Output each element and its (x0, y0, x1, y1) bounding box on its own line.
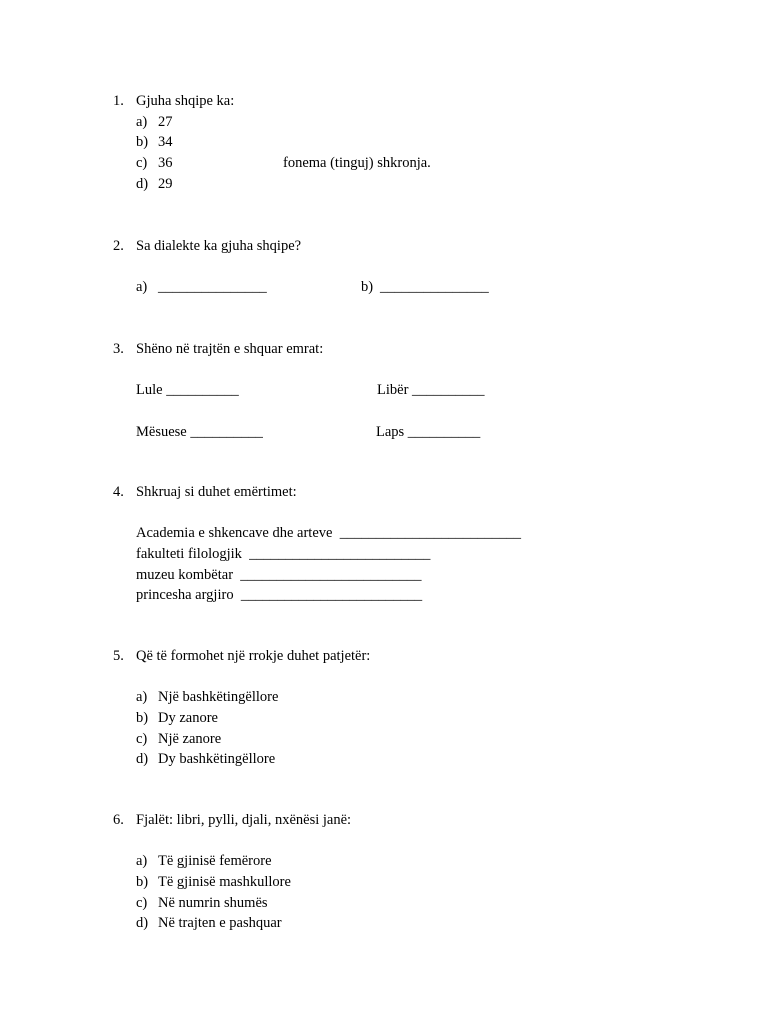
option[interactable] (113, 851, 733, 872)
option-label: b) (136, 710, 149, 727)
noun-blank[interactable]: Mësuese __________ (136, 423, 263, 440)
question-text: Shkruaj si duhet emërtimet: (136, 484, 297, 500)
question-number: 3. (113, 341, 124, 357)
option-label: a) (136, 113, 148, 130)
option-text: Në trajten e pashquar (158, 915, 282, 932)
option (113, 112, 733, 133)
question-3 (113, 339, 733, 442)
option[interactable] (113, 708, 733, 729)
option-label: b) (136, 134, 149, 151)
option-text: 27 (158, 113, 173, 130)
option-label: c) (136, 730, 148, 747)
option-text: Të gjinisë mashkullore (158, 874, 291, 891)
option-text: Një bashkëtingëllore (158, 689, 279, 706)
noun-blank[interactable]: Lule __________ (136, 382, 239, 399)
option-text: 34 (158, 134, 173, 151)
question-suffix: fonema (tinguj) shkronja. (283, 155, 431, 172)
option[interactable] (113, 893, 733, 914)
option-label: d) (136, 175, 149, 192)
option[interactable] (113, 749, 733, 770)
answer-row (113, 380, 733, 401)
noun-blank[interactable]: Laps __________ (376, 423, 481, 440)
option-label: d) (136, 751, 149, 768)
option-text: 36 (158, 155, 173, 172)
naming-blank[interactable]: muzeu kombëtar _________________________ (136, 566, 422, 583)
question-text: Që të formohet një rrokje duhet patjetër: (136, 648, 371, 664)
option-label: a) (136, 853, 148, 870)
option (113, 132, 733, 153)
option-text: Dy zanore (158, 710, 218, 727)
naming-blank[interactable]: Academia e shkencave dhe arteve _________________________ (136, 525, 521, 542)
question-1 (113, 91, 733, 194)
question-2 (113, 236, 733, 298)
option[interactable] (113, 729, 733, 750)
question-text: Shëno në trajtën e shquar emrat: (136, 341, 324, 357)
option-label: c) (136, 155, 148, 172)
option-label: b) (361, 279, 374, 296)
answer-row (113, 277, 733, 298)
option-text: Një zanore (158, 730, 222, 747)
option (113, 153, 733, 174)
question-number: 2. (113, 238, 124, 254)
question-text: Gjuha shqipe ka: (136, 93, 235, 109)
option-text: Në numrin shumës (158, 894, 268, 911)
question-text: Fjalët: libri, pylli, djali, nxënësi janë: (136, 812, 352, 828)
naming-blank[interactable]: fakulteti filologjik _________________________ (136, 546, 431, 563)
answer-blank[interactable]: _______________ (158, 279, 267, 296)
option (113, 174, 733, 195)
answer-row (113, 422, 733, 443)
option-label: b) (136, 874, 149, 891)
option[interactable] (113, 913, 733, 934)
option-text: Dy bashkëtingëllore (158, 751, 276, 768)
option-label: a) (136, 279, 148, 296)
question-text: Sa dialekte ka gjuha shqipe? (136, 238, 302, 254)
question-number: 4. (113, 484, 124, 500)
option[interactable] (113, 687, 733, 708)
question-number: 1. (113, 93, 124, 109)
noun-blank[interactable]: Libër __________ (377, 382, 485, 399)
question-number: 5. (113, 648, 124, 664)
answer-blank[interactable]: _______________ (380, 279, 489, 296)
question-4 (113, 482, 733, 606)
option-text: 29 (158, 175, 173, 192)
question-6 (113, 810, 733, 934)
option-text: Të gjinisë femërore (158, 853, 272, 870)
question-5 (113, 646, 733, 770)
option[interactable] (113, 872, 733, 893)
option-label: c) (136, 894, 148, 911)
naming-blank[interactable]: princesha argjiro _________________________ (136, 587, 423, 604)
option-label: d) (136, 915, 149, 932)
question-number: 6. (113, 812, 124, 828)
option-label: a) (136, 689, 148, 706)
